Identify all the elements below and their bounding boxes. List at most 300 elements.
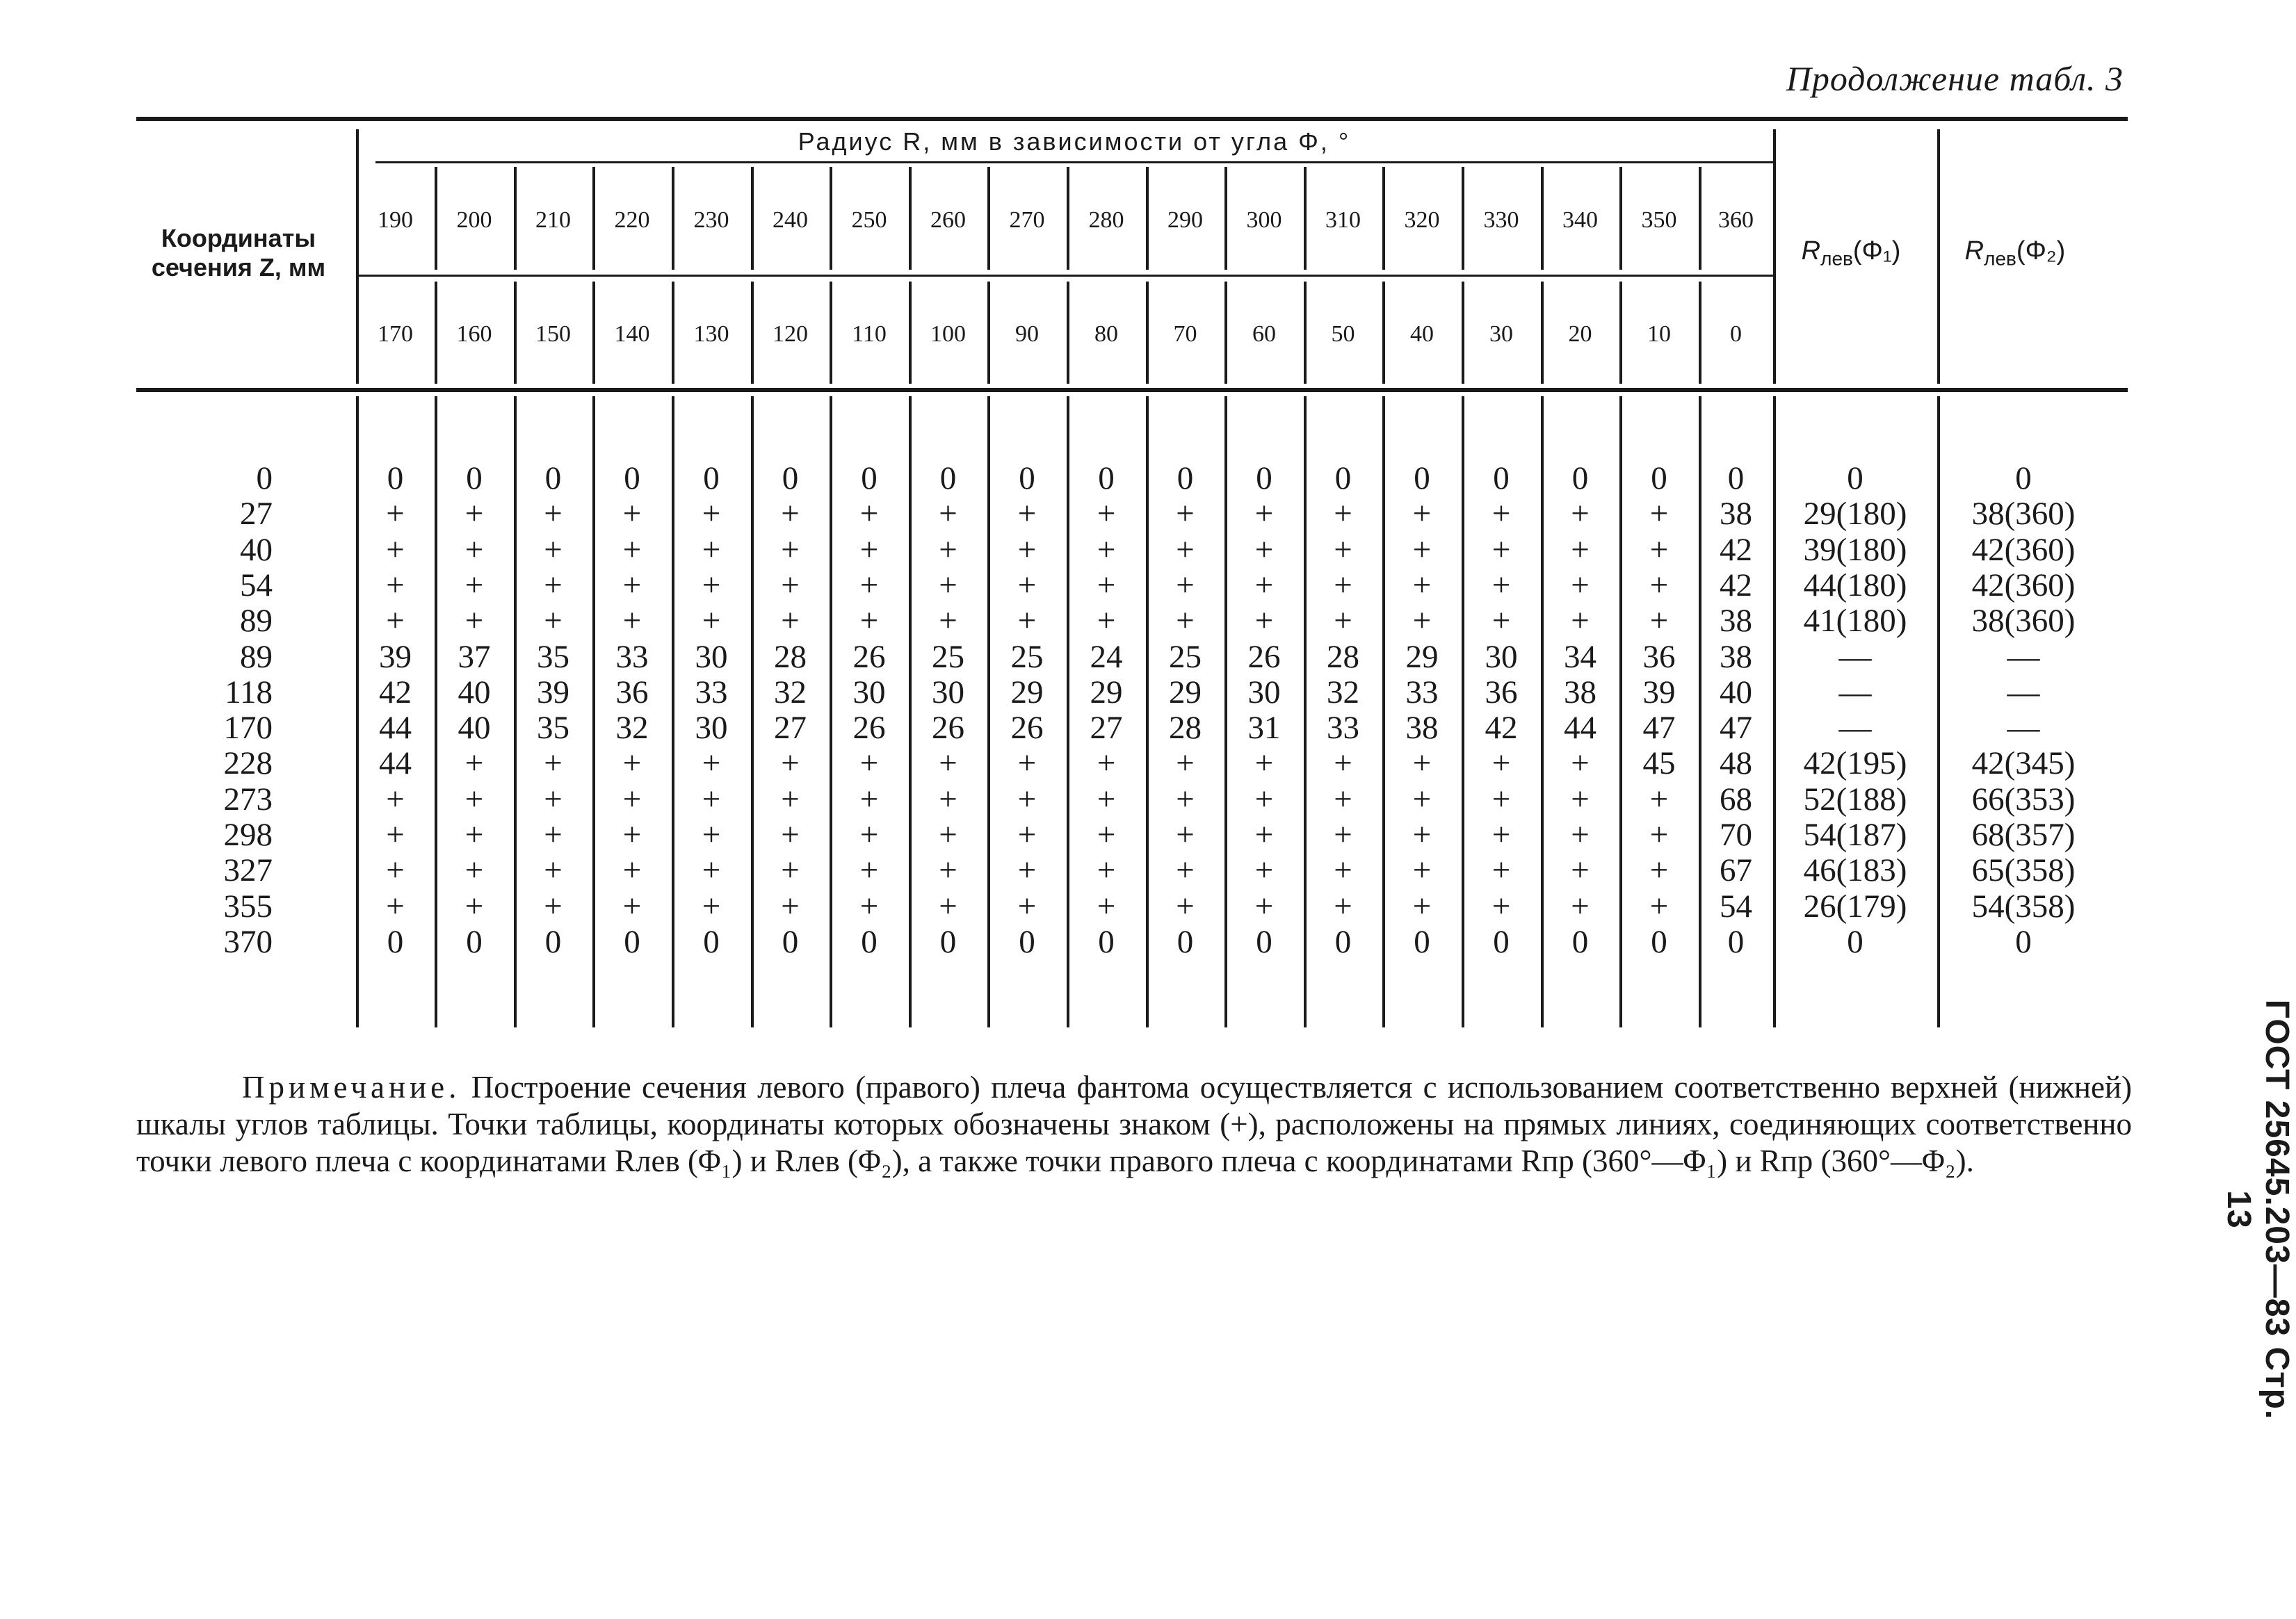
rlev-phi2-value: 42(345): [1971, 745, 2076, 782]
radius-value-cell: +: [1412, 817, 1432, 853]
radius-value-cell: 0: [1727, 460, 1745, 496]
radius-value-cell: +: [1571, 603, 1590, 640]
radius-value-cell: +: [939, 603, 957, 640]
radius-value-cell: 33: [695, 674, 728, 710]
column-divider: [987, 396, 990, 1027]
radius-value-cell: +: [1097, 496, 1116, 532]
radius-value-cell: +: [386, 817, 405, 853]
z-coordinate-cell: 54: [240, 567, 273, 603]
radius-value-cell: +: [1017, 567, 1037, 603]
angle-bottom-label: 170: [378, 321, 413, 347]
column-divider: [1067, 396, 1069, 1027]
rlev-phi2-value: 68(357): [1971, 817, 2076, 853]
angle-bottom-label: 140: [614, 321, 650, 347]
radius-value-cell: 36: [1642, 638, 1676, 675]
column-divider: [1541, 282, 1544, 384]
rlev-phi2-value: 54(358): [1971, 888, 2076, 925]
column-divider: [1937, 129, 1940, 384]
radius-value-cell: 0: [624, 460, 640, 496]
radius-value-cell: +: [464, 888, 484, 925]
radius-value-cell: +: [622, 496, 642, 532]
rlev-phi2-subscript: лев: [1984, 247, 2016, 270]
angle-bottom-label: 60: [1252, 321, 1276, 347]
radius-value-cell: 35: [537, 638, 569, 675]
z-coordinate-cell: 0: [256, 460, 273, 496]
radius-value-cell: +: [781, 817, 800, 853]
radius-value-cell: 0: [466, 923, 483, 960]
angle-bottom-label: 50: [1331, 321, 1355, 347]
radius-value-cell: 39: [1642, 674, 1676, 710]
radius-value-cell: 0: [861, 923, 878, 960]
rlev-phi1-value: 52(188): [1803, 781, 1907, 817]
rlev-phi1-argument: (Φ₁): [1852, 236, 1901, 266]
radius-value-cell: +: [859, 852, 879, 889]
radius-value-cell: +: [1571, 852, 1590, 889]
radius-value-cell: 0: [1493, 460, 1510, 496]
radius-value-cell: +: [386, 603, 405, 640]
angle-bottom-label: 160: [456, 321, 492, 347]
radius-value-cell: +: [464, 745, 484, 782]
radius-value-cell: 70: [1720, 817, 1752, 853]
rlev-phi2-value: —: [2007, 710, 2040, 747]
angle-top-label: 270: [1009, 207, 1045, 233]
radius-value-cell: +: [939, 567, 957, 603]
radius-value-cell: +: [1017, 603, 1037, 640]
column-divider: [1773, 396, 1776, 1027]
radius-value-cell: 42: [1720, 531, 1752, 568]
angle-top-label: 190: [378, 207, 413, 233]
radius-value-cell: 0: [1334, 923, 1352, 960]
radius-value-cell: +: [939, 745, 957, 782]
radius-value-cell: 0: [1727, 923, 1745, 960]
radius-value-cell: +: [781, 888, 800, 925]
radius-value-cell: +: [544, 567, 563, 603]
radius-value-cell: 33: [615, 638, 649, 675]
angle-top-label: 350: [1641, 207, 1677, 233]
rlev-phi1-value: 26(179): [1803, 888, 1907, 925]
radius-value-cell: 25: [1169, 638, 1202, 675]
z-coordinate-cell: 118: [225, 674, 273, 710]
radius-value-cell: +: [464, 852, 484, 889]
radius-value-cell: +: [1254, 531, 1274, 568]
radius-value-cell: +: [1571, 817, 1590, 853]
z-coordinate-cell: 89: [240, 638, 273, 675]
radius-value-cell: 39: [537, 674, 569, 710]
radius-value-cell: +: [1017, 531, 1037, 568]
radius-value-cell: +: [859, 531, 879, 568]
radius-value-cell: 35: [537, 710, 569, 747]
radius-value-cell: +: [1412, 745, 1432, 782]
radius-value-cell: 30: [695, 710, 728, 747]
radius-value-cell: 44: [379, 710, 412, 747]
radius-value-cell: +: [1334, 496, 1352, 532]
radius-value-cell: +: [1097, 567, 1116, 603]
rlev-phi1-value: 0: [1847, 923, 1864, 960]
radius-value-cell: 0: [782, 460, 799, 496]
angle-bottom-label: 10: [1647, 321, 1671, 347]
radius-value-cell: +: [859, 603, 879, 640]
radius-value-cell: +: [939, 817, 957, 853]
radius-value-cell: 25: [1010, 638, 1044, 675]
column-divider: [1146, 167, 1149, 270]
radius-value-cell: 47: [1720, 710, 1752, 747]
angle-top-label: 230: [693, 207, 729, 233]
radius-value-cell: 30: [932, 674, 964, 710]
radius-value-cell: +: [1334, 888, 1352, 925]
rlev-phi2-value: 66(353): [1971, 781, 2076, 817]
radius-value-cell: 0: [1651, 923, 1667, 960]
radius-value-cell: +: [1097, 781, 1116, 817]
radius-value-cell: 25: [932, 638, 964, 675]
radius-value-cell: 67: [1720, 852, 1752, 889]
column-divider: [592, 282, 595, 384]
radius-value-cell: 44: [379, 745, 412, 782]
radius-value-cell: 0: [1177, 460, 1194, 496]
column-divider: [1773, 129, 1776, 384]
radius-value-cell: +: [1254, 852, 1274, 889]
column-divider: [592, 167, 595, 270]
column-divider: [1146, 282, 1149, 384]
radius-value-cell: +: [1334, 817, 1352, 853]
rlev-phi1-symbol: R: [1801, 236, 1821, 266]
column-divider: [751, 282, 754, 384]
radius-value-cell: 38: [1720, 638, 1752, 675]
radius-value-cell: 40: [458, 710, 491, 747]
rlev-phi2-value: 0: [2015, 923, 2032, 960]
radius-value-cell: 0: [1493, 923, 1510, 960]
radius-value-cell: +: [1097, 745, 1116, 782]
radius-value-cell: +: [1491, 781, 1511, 817]
rlev-phi1-value: 42(195): [1803, 745, 1907, 782]
radius-value-cell: +: [1176, 888, 1195, 925]
radius-value-cell: +: [1491, 817, 1511, 853]
rlev-phi2-value: —: [2007, 674, 2040, 710]
radius-value-cell: +: [859, 745, 879, 782]
radius-value-cell: +: [1176, 567, 1195, 603]
radius-value-cell: +: [702, 852, 721, 889]
radius-value-cell: +: [702, 531, 721, 568]
angle-top-label: 260: [930, 207, 966, 233]
angle-bottom-label: 130: [693, 321, 729, 347]
radius-value-cell: +: [781, 852, 800, 889]
radius-value-cell: +: [1412, 603, 1432, 640]
radius-value-cell: 0: [1414, 460, 1430, 496]
angle-bottom-label: 80: [1094, 321, 1118, 347]
header-bottom-rule: [136, 388, 2128, 392]
column-divider: [1619, 282, 1622, 384]
radius-value-cell: 36: [615, 674, 649, 710]
radius-value-cell: 48: [1720, 745, 1752, 782]
radius-value-cell: 26: [852, 710, 886, 747]
rlev-phi1-value: —: [1838, 638, 1872, 675]
column-divider: [1304, 396, 1307, 1027]
radius-value-cell: 26: [1247, 638, 1281, 675]
angle-bottom-label: 40: [1410, 321, 1434, 347]
column-divider: [1937, 396, 1940, 1027]
radius-value-cell: +: [939, 852, 957, 889]
radius-value-cell: 32: [1327, 674, 1359, 710]
radius-value-cell: +: [622, 888, 642, 925]
radius-value-cell: +: [386, 852, 405, 889]
radius-value-cell: +: [702, 817, 721, 853]
radius-value-cell: +: [464, 567, 484, 603]
rlev-phi2-value: 42(360): [1971, 531, 2076, 568]
radius-value-cell: 47: [1642, 710, 1676, 747]
radius-value-cell: +: [622, 781, 642, 817]
radius-value-cell: +: [386, 496, 405, 532]
column-divider: [987, 167, 990, 270]
radius-value-cell: +: [1254, 603, 1274, 640]
column-divider: [909, 167, 912, 270]
radius-value-cell: +: [702, 603, 721, 640]
column-divider: [672, 167, 674, 270]
coordinate-header-line1: Координаты: [161, 224, 316, 252]
radius-value-cell: +: [1491, 888, 1511, 925]
radius-value-cell: 27: [774, 710, 807, 747]
radius-value-cell: 0: [1098, 460, 1115, 496]
rlev-phi1-value: 29(180): [1803, 496, 1907, 532]
span-header-rule: [375, 161, 1773, 163]
column-divider: [435, 396, 437, 1027]
radius-value-cell: +: [1176, 852, 1195, 889]
rlev-phi2-argument: (Φ₂): [2016, 236, 2066, 266]
radius-value-cell: +: [544, 496, 563, 532]
column-divider: [830, 396, 832, 1027]
radius-value-cell: +: [781, 567, 800, 603]
radius-value-cell: +: [781, 781, 800, 817]
radius-value-cell: 54: [1720, 888, 1752, 925]
radius-value-cell: +: [544, 603, 563, 640]
column-divider: [1304, 282, 1307, 384]
z-coordinate-cell: 228: [223, 745, 273, 782]
radius-value-cell: +: [1571, 745, 1590, 782]
radius-value-cell: 42: [1485, 710, 1518, 747]
rlev-phi1-value: —: [1838, 710, 1872, 747]
radius-value-cell: 29: [1405, 638, 1439, 675]
radius-value-cell: 30: [695, 638, 728, 675]
radius-value-cell: +: [1254, 888, 1274, 925]
radius-value-cell: +: [464, 496, 484, 532]
radius-value-cell: 0: [703, 923, 720, 960]
radius-value-cell: +: [1412, 496, 1432, 532]
rlev-phi1-value: 39(180): [1803, 531, 1907, 568]
table-note: [136, 1069, 2132, 1180]
column-divider: [514, 282, 517, 384]
radius-value-cell: +: [1649, 496, 1669, 532]
radius-value-cell: +: [1334, 567, 1352, 603]
radius-value-cell: 68: [1720, 781, 1752, 817]
radius-value-cell: +: [1097, 888, 1116, 925]
rlev-phi2-value: 0: [2015, 460, 2032, 496]
radius-value-cell: +: [1491, 567, 1511, 603]
radius-value-cell: +: [1412, 888, 1432, 925]
radius-value-cell: +: [702, 781, 721, 817]
rlev-phi2-symbol: R: [1964, 236, 1984, 266]
column-divider: [1541, 396, 1544, 1027]
column-divider: [909, 282, 912, 384]
radius-value-cell: +: [386, 531, 405, 568]
radius-value-cell: 36: [1485, 674, 1518, 710]
radius-value-cell: 34: [1564, 638, 1596, 675]
radius-value-cell: +: [1571, 496, 1590, 532]
column-divider: [1619, 167, 1622, 270]
radius-value-cell: +: [1334, 745, 1352, 782]
column-divider: [435, 282, 437, 384]
rlev-phi1-value: 0: [1847, 460, 1864, 496]
radius-value-cell: +: [859, 888, 879, 925]
radius-value-cell: 33: [1405, 674, 1439, 710]
radius-value-cell: +: [939, 781, 957, 817]
column-divider: [1699, 167, 1701, 270]
radius-value-cell: 32: [774, 674, 807, 710]
column-divider: [909, 396, 912, 1027]
radius-value-cell: +: [1176, 603, 1195, 640]
radius-value-cell: 30: [1485, 638, 1518, 675]
column-divider: [830, 282, 832, 384]
angle-bottom-label: 0: [1730, 321, 1742, 347]
column-divider: [356, 396, 359, 1027]
rlev-phi2-value: 42(360): [1971, 567, 2076, 603]
column-divider: [1462, 282, 1464, 384]
radius-value-cell: 29: [1090, 674, 1123, 710]
radius-value-cell: +: [622, 852, 642, 889]
angle-bottom-label: 100: [930, 321, 966, 347]
radius-value-cell: 0: [466, 460, 483, 496]
radius-value-cell: +: [781, 496, 800, 532]
column-divider: [1224, 282, 1227, 384]
z-coordinate-cell: 355: [223, 888, 273, 925]
radius-value-cell: +: [1176, 496, 1195, 532]
radius-value-cell: +: [464, 531, 484, 568]
rlev-phi1-header: [1802, 236, 1901, 270]
radius-value-cell: +: [1649, 603, 1669, 640]
radius-value-cell: 26: [932, 710, 964, 747]
column-divider: [830, 167, 832, 270]
radius-value-cell: +: [702, 496, 721, 532]
radius-value-cell: +: [1017, 496, 1037, 532]
radius-value-cell: +: [544, 888, 563, 925]
angle-top-label: 200: [456, 207, 492, 233]
rlev-phi1-value: —: [1838, 674, 1872, 710]
radius-value-cell: +: [1649, 781, 1669, 817]
column-divider: [1619, 396, 1622, 1027]
radius-value-cell: 0: [1256, 923, 1272, 960]
angle-top-label: 330: [1483, 207, 1519, 233]
coordinate-column-header: [136, 224, 341, 282]
radius-value-cell: 0: [1019, 923, 1035, 960]
rlev-phi1-value: 54(187): [1803, 817, 1907, 853]
radius-value-cell: 45: [1642, 745, 1676, 782]
column-divider: [514, 167, 517, 270]
radius-value-cell: 0: [939, 460, 957, 496]
note-lead: Примечание.: [242, 1070, 461, 1105]
radius-value-cell: +: [1176, 817, 1195, 853]
radius-value-cell: +: [1491, 603, 1511, 640]
radius-value-cell: +: [702, 745, 721, 782]
radius-value-cell: +: [1097, 817, 1116, 853]
radius-value-cell: +: [1017, 888, 1037, 925]
angle-top-label: 300: [1246, 207, 1282, 233]
column-divider: [435, 167, 437, 270]
radius-value-cell: +: [702, 567, 721, 603]
radius-value-cell: 28: [1327, 638, 1359, 675]
radius-value-cell: 38: [1720, 496, 1752, 532]
radius-value-cell: +: [544, 852, 563, 889]
radius-value-cell: 39: [379, 638, 412, 675]
angle-top-label: 210: [535, 207, 571, 233]
radius-value-cell: 0: [1571, 460, 1589, 496]
angle-top-label: 320: [1404, 207, 1440, 233]
radius-value-cell: 0: [1098, 923, 1115, 960]
continuation-caption: Продолжение табл. 3: [1786, 59, 2124, 98]
radius-value-cell: +: [1097, 852, 1116, 889]
radius-span-header: Радиус R, мм в зависимости от угла Φ, °: [798, 127, 1351, 156]
angle-bottom-label: 20: [1568, 321, 1592, 347]
radius-value-cell: 37: [458, 638, 491, 675]
column-divider: [751, 167, 754, 270]
radius-value-cell: +: [1649, 852, 1669, 889]
radius-value-cell: +: [1176, 745, 1195, 782]
angle-top-label: 340: [1562, 207, 1598, 233]
standard-page-label: ГОСТ 25645.203—83 Стр. 13: [2220, 999, 2295, 1420]
radius-value-cell: +: [386, 781, 405, 817]
radius-value-cell: +: [1334, 531, 1352, 568]
radius-value-cell: 40: [1720, 674, 1752, 710]
rlev-phi1-value: 41(180): [1803, 603, 1907, 640]
radius-value-cell: +: [1176, 531, 1195, 568]
radius-value-cell: +: [1254, 817, 1274, 853]
column-divider: [1067, 167, 1069, 270]
radius-value-cell: +: [702, 888, 721, 925]
radius-value-cell: +: [1017, 781, 1037, 817]
angle-top-label: 240: [773, 207, 808, 233]
radius-value-cell: +: [464, 781, 484, 817]
rlev-phi1-subscript: лев: [1820, 247, 1853, 270]
radius-value-cell: +: [464, 817, 484, 853]
radius-value-cell: 31: [1247, 710, 1281, 747]
z-coordinate-cell: 327: [223, 852, 273, 889]
z-coordinate-cell: 273: [223, 781, 273, 817]
column-divider: [1699, 396, 1701, 1027]
radius-value-cell: +: [1649, 531, 1669, 568]
radius-value-cell: +: [1571, 781, 1590, 817]
radius-value-cell: 32: [615, 710, 649, 747]
radius-value-cell: +: [1491, 745, 1511, 782]
radius-value-cell: +: [1649, 888, 1669, 925]
radius-value-cell: +: [1334, 603, 1352, 640]
radius-value-cell: 30: [1247, 674, 1281, 710]
column-divider: [1462, 396, 1464, 1027]
radius-value-cell: +: [939, 496, 957, 532]
radius-value-cell: +: [1334, 781, 1352, 817]
radius-value-cell: +: [1254, 745, 1274, 782]
column-divider: [1304, 167, 1307, 270]
column-divider: [1382, 282, 1385, 384]
angle-bottom-label: 70: [1173, 321, 1197, 347]
radius-value-cell: 26: [852, 638, 886, 675]
radius-value-cell: +: [781, 603, 800, 640]
radius-value-cell: 0: [1256, 460, 1272, 496]
radius-value-cell: +: [1412, 852, 1432, 889]
radius-value-cell: +: [859, 496, 879, 532]
radius-value-cell: +: [859, 817, 879, 853]
column-divider: [751, 396, 754, 1027]
radius-value-cell: +: [622, 567, 642, 603]
z-coordinate-cell: 40: [240, 531, 273, 568]
column-divider: [1541, 167, 1544, 270]
radius-value-cell: 28: [774, 638, 807, 675]
column-divider: [1224, 396, 1227, 1027]
